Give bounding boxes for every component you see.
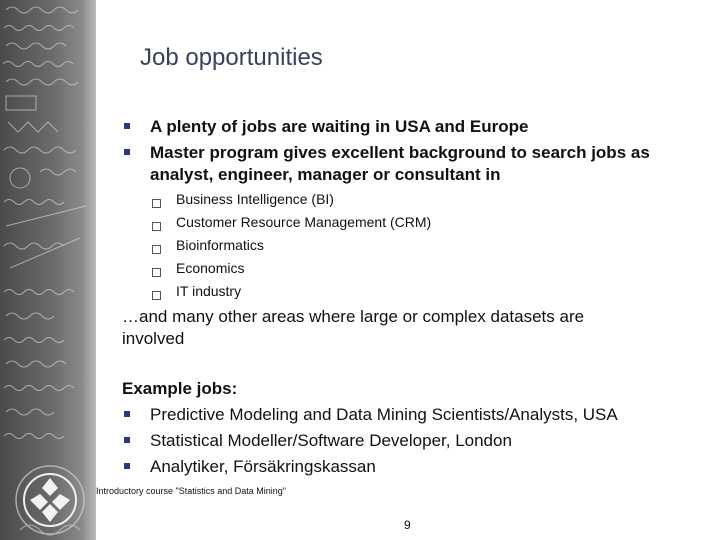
sub-bullet-crm: Customer Resource Management (CRM) — [176, 214, 432, 230]
handwriting-texture — [0, 0, 96, 540]
bullet-marker — [124, 123, 130, 129]
bullet-marker — [124, 437, 130, 443]
bullet-marker — [124, 149, 130, 155]
checkbox-bullet-icon — [152, 268, 161, 277]
checkbox-bullet-icon — [152, 245, 161, 254]
checkbox-bullet-icon — [152, 222, 161, 231]
example-job-1: Predictive Modeling and Data Mining Scientists/Analysts, USA — [150, 405, 618, 424]
sub-bullet-bioinformatics: Bioinformatics — [176, 237, 264, 253]
example-heading: Example jobs: — [122, 379, 238, 398]
page-number: 9 — [404, 518, 411, 532]
university-seal — [24, 474, 76, 526]
bullet-2: Master program gives excellent background to search jobs as analyst, engineer, manager or consultant in — [150, 143, 650, 184]
footer-course-name: Introductory course "Statistics and Data Mining" — [96, 486, 286, 496]
continuation-text: …and many other areas where large or complex datasets are involved — [122, 307, 585, 348]
bullet-marker — [124, 411, 130, 417]
example-job-2: Statistical Modeller/Software Developer, London — [150, 431, 512, 450]
decorative-sidebar — [0, 0, 96, 540]
checkbox-bullet-icon — [152, 199, 161, 208]
sub-bullet-bi: Business Intelligence (BI) — [176, 191, 334, 207]
sub-bullet-it: IT industry — [176, 283, 242, 299]
bullet-1: A plenty of jobs are waiting in USA and Europe — [150, 117, 529, 136]
example-job-3: Analytiker, Försäkringskassan — [150, 457, 376, 476]
bullet-marker — [124, 463, 130, 469]
slide-title: Job opportunities — [140, 44, 323, 71]
checkbox-bullet-icon — [152, 291, 161, 300]
sub-bullet-economics: Economics — [176, 260, 245, 276]
